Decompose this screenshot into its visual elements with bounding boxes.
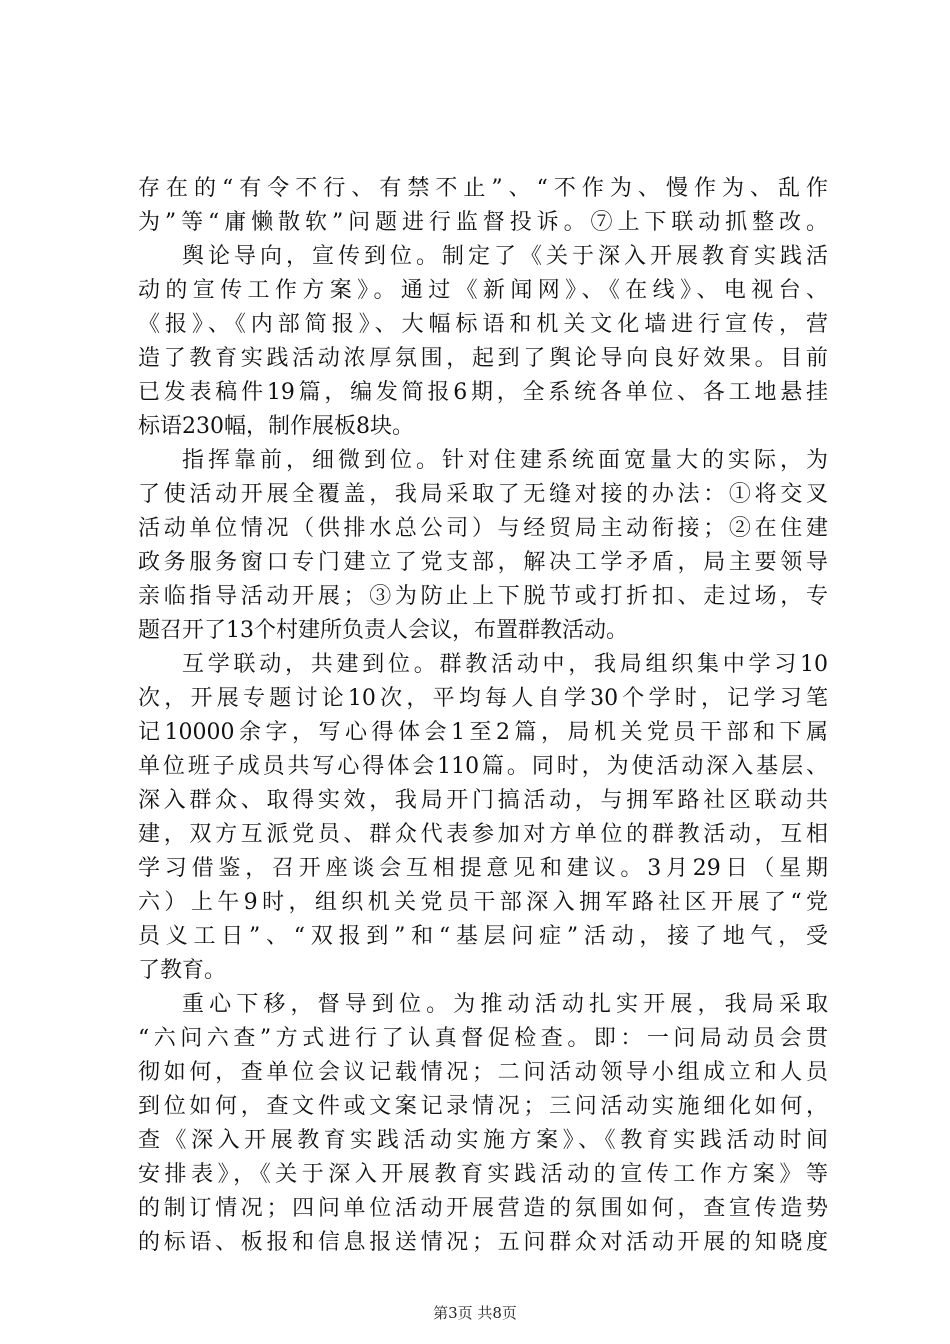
- text-line: 查《深入开展教育实践活动实施方案》、《教育实践活动时间: [138, 1128, 828, 1153]
- text-line: 到位如何，查文件或文案记录情况；三问活动实施细化如何，: [138, 1094, 828, 1119]
- text-line: 重心下移，督导到位。为推动活动扎实开展，我局采取: [182, 992, 828, 1017]
- text-line: 记10000余字，写心得体会1至2篇，局机关党员干部和下属: [138, 720, 828, 745]
- text-line: 安排表》，《关于深入开展教育实践活动的宣传工作方案》等: [138, 1162, 828, 1187]
- text-line: 互学联动，共建到位。群教活动中，我局组织集中学习10: [182, 652, 828, 677]
- text-line: 指挥靠前，细微到位。针对住建系统面宽量大的实际，为: [182, 448, 828, 473]
- text-line: 次，开展专题讨论10次，平均每人自学30个学时，记学习笔: [138, 686, 828, 711]
- text-line: 为”等“庸懒散软”问题进行监督投诉。⑦上下联动抓整改。: [138, 210, 828, 235]
- text-line: 彻如何，查单位会议记载情况；二问活动领导小组成立和人员: [138, 1060, 828, 1085]
- text-line: 政务服务窗口专门建立了党支部，解决工学矛盾，局主要领导: [138, 550, 828, 575]
- text-line: 六）上午9时，组织机关党员干部深入拥军路社区开展了“党: [138, 890, 828, 915]
- text-line: 存在的“有令不行、有禁不止”、“不作为、慢作为、乱作: [138, 176, 828, 201]
- page-footer: 第3页 共8页: [433, 1304, 517, 1322]
- text-line: 标语230幅，制作展板8块。: [138, 414, 414, 439]
- text-line: 已发表稿件19篇，编发简报6期，全系统各单位、各工地悬挂: [138, 380, 828, 405]
- text-line: “六问六查”方式进行了认真督促检查。即：一问局动员会贯: [138, 1026, 828, 1051]
- text-line: 单位班子成员共写心得体会110篇。同时，为使活动深入基层、: [138, 754, 828, 779]
- text-line: 员义工日”、“双报到”和“基层问症”活动，接了地气，受: [138, 924, 828, 949]
- text-line: 的标语、板报和信息报送情况；五问群众对活动开展的知晓度: [138, 1230, 828, 1255]
- text-line: 题召开了13个村建所负责人会议，布置群教活动。: [138, 618, 628, 643]
- text-line: 《报》、《内部简报》、大幅标语和机关文化墙进行宣传，营: [138, 312, 828, 337]
- text-line: 动的宣传工作方案》。通过《新闻网》、《在线》、电视台、: [138, 278, 828, 303]
- text-line: 舆论导向，宣传到位。制定了《关于深入开展教育实践活: [182, 244, 828, 269]
- text-line: 学习借鉴，召开座谈会互相提意见和建议。3月29日（星期: [138, 856, 828, 881]
- text-line: 活动单位情况（供排水总公司）与经贸局主动衔接；②在住建: [138, 516, 828, 541]
- text-line: 建，双方互派党员、群众代表参加对方单位的群教活动，互相: [138, 822, 828, 847]
- text-line: 了使活动开展全覆盖，我局采取了无缝对接的办法：①将交叉: [138, 482, 828, 507]
- document-body: [138, 172, 828, 1260]
- text-line: 造了教育实践活动浓厚氛围，起到了舆论导向良好效果。目前: [138, 346, 828, 371]
- text-line: 了教育。: [138, 958, 227, 983]
- text-line: 亲临指导活动开展；③为防止上下脱节或打折扣、走过场，专: [138, 584, 828, 609]
- text-line: 的制订情况；四问单位活动开展营造的氛围如何，查宣传造势: [138, 1196, 828, 1221]
- text-line: 深入群众、取得实效，我局开门搞活动，与拥军路社区联动共: [138, 788, 828, 813]
